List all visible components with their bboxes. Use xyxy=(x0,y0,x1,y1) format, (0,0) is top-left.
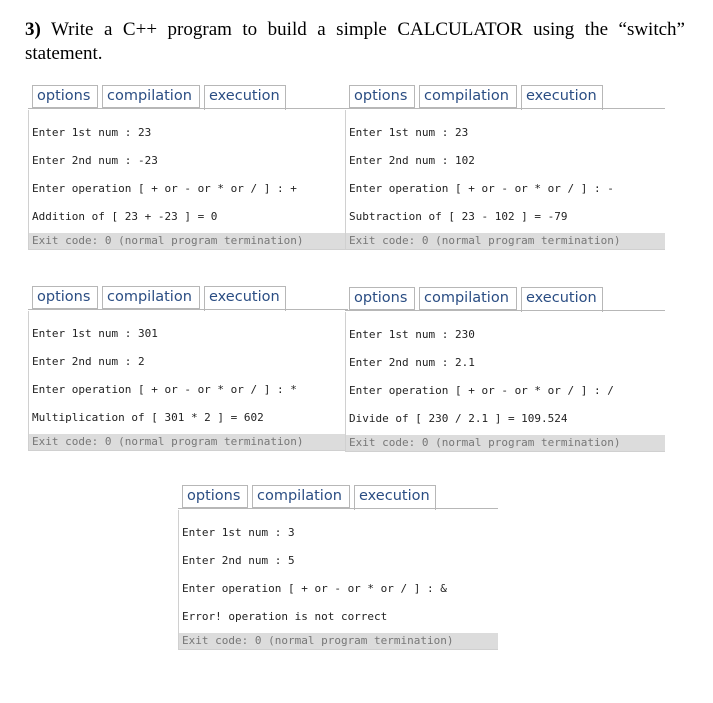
tab-divider xyxy=(178,508,498,509)
tab-options[interactable]: options xyxy=(349,287,415,310)
tab-execution[interactable]: execution xyxy=(521,287,603,312)
tab-divider xyxy=(28,108,348,109)
exit-code-bar: Exit code: 0 (normal program termination) xyxy=(346,233,665,249)
tab-options[interactable]: options xyxy=(32,85,98,108)
output-panel-2 xyxy=(345,82,665,250)
tab-bar xyxy=(345,82,665,106)
tab-bar xyxy=(28,82,348,106)
output-line: Enter 1st num : 3 xyxy=(182,526,295,539)
execution-output xyxy=(178,510,498,650)
tab-divider xyxy=(345,310,665,311)
exit-code-bar: Exit code: 0 (normal program termination) xyxy=(29,233,348,249)
exit-code-bar: Exit code: 0 (normal program termination) xyxy=(346,435,665,451)
output-line: Enter 2nd num : 2.1 xyxy=(349,356,475,369)
execution-output xyxy=(345,110,665,250)
output-line: Enter operation [ + or - or * or / ] : & xyxy=(182,582,447,595)
tab-options[interactable]: options xyxy=(182,485,248,508)
output-line: Enter operation [ + or - or * or / ] : - xyxy=(349,182,614,195)
tab-bar xyxy=(28,283,348,307)
question-text xyxy=(25,18,685,66)
output-line: Enter operation [ + or - or * or / ] : / xyxy=(349,384,614,397)
output-panel-5 xyxy=(178,482,498,650)
output-panel-4 xyxy=(345,284,665,452)
output-line: Enter 1st num : 23 xyxy=(32,126,152,139)
output-line: Enter 1st num : 230 xyxy=(349,328,475,341)
tab-execution[interactable]: execution xyxy=(354,485,436,510)
tab-compilation[interactable]: compilation xyxy=(419,85,517,108)
tab-execution[interactable]: execution xyxy=(204,85,286,110)
tab-bar xyxy=(178,482,498,506)
output-line: Error! operation is not correct xyxy=(182,610,388,623)
output-line: Addition of [ 23 + -23 ] = 0 xyxy=(32,210,218,223)
output-line: Multiplication of [ 301 * 2 ] = 602 xyxy=(32,411,264,424)
tab-compilation[interactable]: compilation xyxy=(252,485,350,508)
tab-compilation[interactable]: compilation xyxy=(419,287,517,310)
output-line: Enter 2nd num : -23 xyxy=(32,154,158,167)
output-panel-1 xyxy=(28,82,348,250)
question-body: Write a C++ program to build a simple CALCULATOR using the “switch” statement. xyxy=(25,19,685,64)
tab-options[interactable]: options xyxy=(349,85,415,108)
execution-output xyxy=(345,312,665,452)
tab-compilation[interactable]: compilation xyxy=(102,85,200,108)
tab-execution[interactable]: execution xyxy=(204,286,286,311)
tab-divider xyxy=(345,108,665,109)
execution-output xyxy=(28,311,348,451)
output-line: Enter 2nd num : 5 xyxy=(182,554,295,567)
tab-options[interactable]: options xyxy=(32,286,98,309)
exit-code-bar: Exit code: 0 (normal program termination) xyxy=(179,633,498,649)
tab-execution[interactable]: execution xyxy=(521,85,603,110)
tab-divider xyxy=(28,309,348,310)
execution-output xyxy=(28,110,348,250)
output-line: Enter 2nd num : 2 xyxy=(32,355,145,368)
question-number: 3) xyxy=(25,19,41,40)
output-line: Subtraction of [ 23 - 102 ] = -79 xyxy=(349,210,568,223)
exit-code-bar: Exit code: 0 (normal program termination) xyxy=(29,434,348,450)
output-line: Enter operation [ + or - or * or / ] : * xyxy=(32,383,297,396)
output-line: Enter 1st num : 23 xyxy=(349,126,469,139)
output-panel-3 xyxy=(28,283,348,451)
output-line: Divide of [ 230 / 2.1 ] = 109.524 xyxy=(349,412,568,425)
output-line: Enter operation [ + or - or * or / ] : + xyxy=(32,182,297,195)
tab-bar xyxy=(345,284,665,308)
tab-compilation[interactable]: compilation xyxy=(102,286,200,309)
output-line: Enter 2nd num : 102 xyxy=(349,154,475,167)
output-line: Enter 1st num : 301 xyxy=(32,327,158,340)
